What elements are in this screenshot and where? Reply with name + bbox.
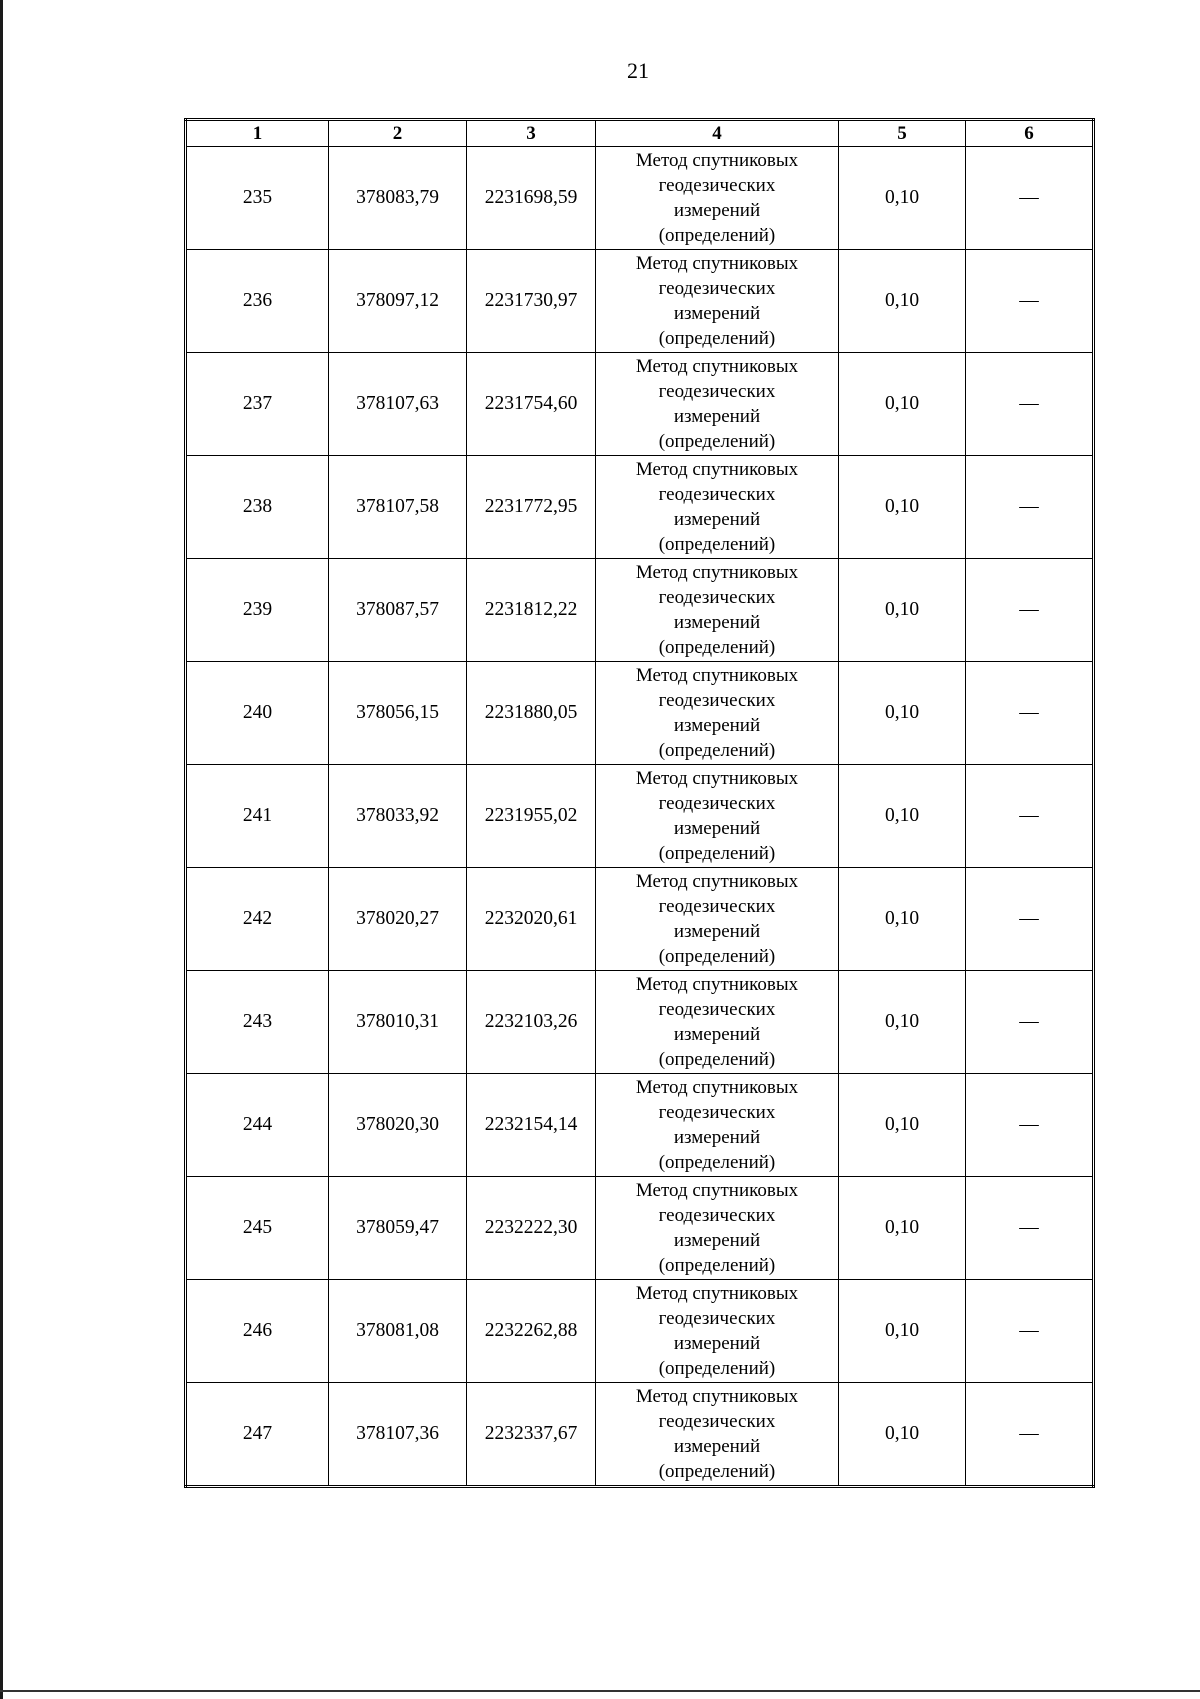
- point-number-cell: 243: [186, 971, 329, 1074]
- accuracy-cell: 0,10: [839, 1383, 966, 1487]
- method-text-line: геодезических: [658, 793, 776, 814]
- method-text-line: (определений): [658, 1049, 776, 1070]
- note-cell: —: [966, 1177, 1094, 1280]
- note-cell: —: [966, 147, 1094, 250]
- accuracy-cell: 0,10: [839, 1177, 966, 1280]
- table-row: [186, 765, 1094, 868]
- method-cell: [596, 353, 839, 456]
- y-coordinate-cell: 2231955,02: [467, 765, 596, 868]
- method-cell: [596, 1177, 839, 1280]
- y-coordinate-cell: 2232337,67: [467, 1383, 596, 1487]
- y-coordinate-cell: 2231812,22: [467, 559, 596, 662]
- accuracy-cell: 0,10: [839, 147, 966, 250]
- point-number-cell: 247: [186, 1383, 329, 1487]
- method-text-line: геодезических: [658, 1102, 776, 1123]
- table-row: [186, 1383, 1094, 1487]
- method-text-line: (определений): [658, 1358, 776, 1379]
- method-text-line: измерений: [673, 303, 761, 324]
- x-coordinate-cell: 378020,27: [329, 868, 467, 971]
- accuracy-cell: 0,10: [839, 868, 966, 971]
- column-header-1: 1: [186, 120, 329, 147]
- x-coordinate-cell: 378081,08: [329, 1280, 467, 1383]
- method-cell: [596, 868, 839, 971]
- method-text-line: измерений: [673, 1127, 761, 1148]
- note-cell: —: [966, 1074, 1094, 1177]
- method-cell: [596, 147, 839, 250]
- note-cell: —: [966, 971, 1094, 1074]
- method-text-line: измерений: [673, 509, 761, 530]
- method-text-line: геодезических: [658, 999, 776, 1020]
- x-coordinate-cell: 378010,31: [329, 971, 467, 1074]
- column-header-2: 2: [329, 120, 467, 147]
- method-text-line: (определений): [658, 431, 776, 452]
- column-header-5: 5: [839, 120, 966, 147]
- column-header-4: 4: [596, 120, 839, 147]
- note-cell: —: [966, 765, 1094, 868]
- method-text-line: измерений: [673, 1230, 761, 1251]
- method-text-line: (определений): [658, 1461, 776, 1482]
- method-text-line: (определений): [658, 328, 776, 349]
- method-text-line: (определений): [658, 637, 776, 658]
- method-text-line: Метод спутниковых: [635, 1283, 799, 1304]
- accuracy-cell: 0,10: [839, 559, 966, 662]
- method-text-line: измерений: [673, 1024, 761, 1045]
- table-row: [186, 353, 1094, 456]
- method-text-line: геодезических: [658, 587, 776, 608]
- method-cell: [596, 971, 839, 1074]
- method-text-line: (определений): [658, 534, 776, 555]
- method-text-line: геодезических: [658, 690, 776, 711]
- table-row: [186, 147, 1094, 250]
- y-coordinate-cell: 2231754,60: [467, 353, 596, 456]
- note-cell: —: [966, 559, 1094, 662]
- table-row: [186, 1177, 1094, 1280]
- table-row: [186, 971, 1094, 1074]
- note-cell: —: [966, 456, 1094, 559]
- method-text-line: (определений): [658, 946, 776, 967]
- point-number-cell: 240: [186, 662, 329, 765]
- method-cell: [596, 559, 839, 662]
- x-coordinate-cell: 378033,92: [329, 765, 467, 868]
- method-text-line: Метод спутниковых: [635, 1077, 799, 1098]
- y-coordinate-cell: 2231772,95: [467, 456, 596, 559]
- column-header-6: 6: [966, 120, 1094, 147]
- y-coordinate-cell: 2231698,59: [467, 147, 596, 250]
- method-text-line: Метод спутниковых: [635, 768, 799, 789]
- table-row: [186, 250, 1094, 353]
- point-number-cell: 245: [186, 1177, 329, 1280]
- table-header-row: [186, 120, 1094, 147]
- method-cell: [596, 765, 839, 868]
- x-coordinate-cell: 378107,36: [329, 1383, 467, 1487]
- column-header-3: 3: [467, 120, 596, 147]
- method-text-line: геодезических: [658, 484, 776, 505]
- method-text-line: (определений): [658, 843, 776, 864]
- table-row: [186, 868, 1094, 971]
- method-cell: [596, 662, 839, 765]
- method-text-line: Метод спутниковых: [635, 459, 799, 480]
- point-number-cell: 244: [186, 1074, 329, 1177]
- method-text-line: геодезических: [658, 1411, 776, 1432]
- method-text-line: (определений): [658, 740, 776, 761]
- method-cell: [596, 1280, 839, 1383]
- table-row: [186, 559, 1094, 662]
- method-text-line: (определений): [658, 1152, 776, 1173]
- method-text-line: Метод спутниковых: [635, 1386, 799, 1407]
- y-coordinate-cell: 2231880,05: [467, 662, 596, 765]
- method-text-line: геодезических: [658, 175, 776, 196]
- method-text-line: измерений: [673, 1333, 761, 1354]
- x-coordinate-cell: 378107,58: [329, 456, 467, 559]
- method-text-line: (определений): [658, 225, 776, 246]
- method-text-line: Метод спутниковых: [635, 974, 799, 995]
- method-text-line: измерений: [673, 1436, 761, 1457]
- x-coordinate-cell: 378083,79: [329, 147, 467, 250]
- point-number-cell: 246: [186, 1280, 329, 1383]
- accuracy-cell: 0,10: [839, 765, 966, 868]
- x-coordinate-cell: 378056,15: [329, 662, 467, 765]
- note-cell: —: [966, 1383, 1094, 1487]
- table-body: [186, 147, 1094, 1487]
- y-coordinate-cell: 2232020,61: [467, 868, 596, 971]
- method-text-line: Метод спутниковых: [635, 1180, 799, 1201]
- method-text-line: геодезических: [658, 896, 776, 917]
- method-cell: [596, 1383, 839, 1487]
- method-text-line: Метод спутниковых: [635, 356, 799, 377]
- accuracy-cell: 0,10: [839, 353, 966, 456]
- note-cell: —: [966, 250, 1094, 353]
- point-number-cell: 242: [186, 868, 329, 971]
- scan-edge-bottom: [0, 1690, 1200, 1692]
- note-cell: —: [966, 662, 1094, 765]
- x-coordinate-cell: 378059,47: [329, 1177, 467, 1280]
- method-text-line: Метод спутниковых: [635, 871, 799, 892]
- method-cell: [596, 1074, 839, 1177]
- point-number-cell: 241: [186, 765, 329, 868]
- x-coordinate-cell: 378020,30: [329, 1074, 467, 1177]
- accuracy-cell: 0,10: [839, 456, 966, 559]
- page-number: 21: [627, 58, 649, 83]
- note-cell: —: [966, 353, 1094, 456]
- coordinates-table: [184, 118, 1095, 1488]
- method-text-line: измерений: [673, 612, 761, 633]
- table-row: [186, 662, 1094, 765]
- x-coordinate-cell: 378107,63: [329, 353, 467, 456]
- accuracy-cell: 0,10: [839, 1074, 966, 1177]
- accuracy-cell: 0,10: [839, 1280, 966, 1383]
- accuracy-cell: 0,10: [839, 250, 966, 353]
- method-text-line: геодезических: [658, 278, 776, 299]
- method-text-line: Метод спутниковых: [635, 253, 799, 274]
- table-row: [186, 456, 1094, 559]
- table-row: [186, 1074, 1094, 1177]
- method-text-line: (определений): [658, 1255, 776, 1276]
- method-text-line: измерений: [673, 818, 761, 839]
- method-text-line: измерений: [673, 200, 761, 221]
- method-text-line: Метод спутниковых: [635, 150, 799, 171]
- point-number-cell: 239: [186, 559, 329, 662]
- method-text-line: измерений: [673, 921, 761, 942]
- method-text-line: Метод спутниковых: [635, 665, 799, 686]
- accuracy-cell: 0,10: [839, 662, 966, 765]
- point-number-cell: 238: [186, 456, 329, 559]
- y-coordinate-cell: 2232222,30: [467, 1177, 596, 1280]
- scan-edge-left: [0, 0, 3, 1699]
- y-coordinate-cell: 2231730,97: [467, 250, 596, 353]
- table-row: [186, 1280, 1094, 1383]
- method-text-line: измерений: [673, 715, 761, 736]
- note-cell: —: [966, 868, 1094, 971]
- y-coordinate-cell: 2232262,88: [467, 1280, 596, 1383]
- accuracy-cell: 0,10: [839, 971, 966, 1074]
- y-coordinate-cell: 2232103,26: [467, 971, 596, 1074]
- method-cell: [596, 250, 839, 353]
- point-number-cell: 237: [186, 353, 329, 456]
- method-text-line: измерений: [673, 406, 761, 427]
- point-number-cell: 236: [186, 250, 329, 353]
- x-coordinate-cell: 378097,12: [329, 250, 467, 353]
- method-cell: [596, 456, 839, 559]
- method-text-line: геодезических: [658, 1205, 776, 1226]
- y-coordinate-cell: 2232154,14: [467, 1074, 596, 1177]
- method-text-line: геодезических: [658, 1308, 776, 1329]
- x-coordinate-cell: 378087,57: [329, 559, 467, 662]
- point-number-cell: 235: [186, 147, 329, 250]
- method-text-line: геодезических: [658, 381, 776, 402]
- note-cell: —: [966, 1280, 1094, 1383]
- method-text-line: Метод спутниковых: [635, 562, 799, 583]
